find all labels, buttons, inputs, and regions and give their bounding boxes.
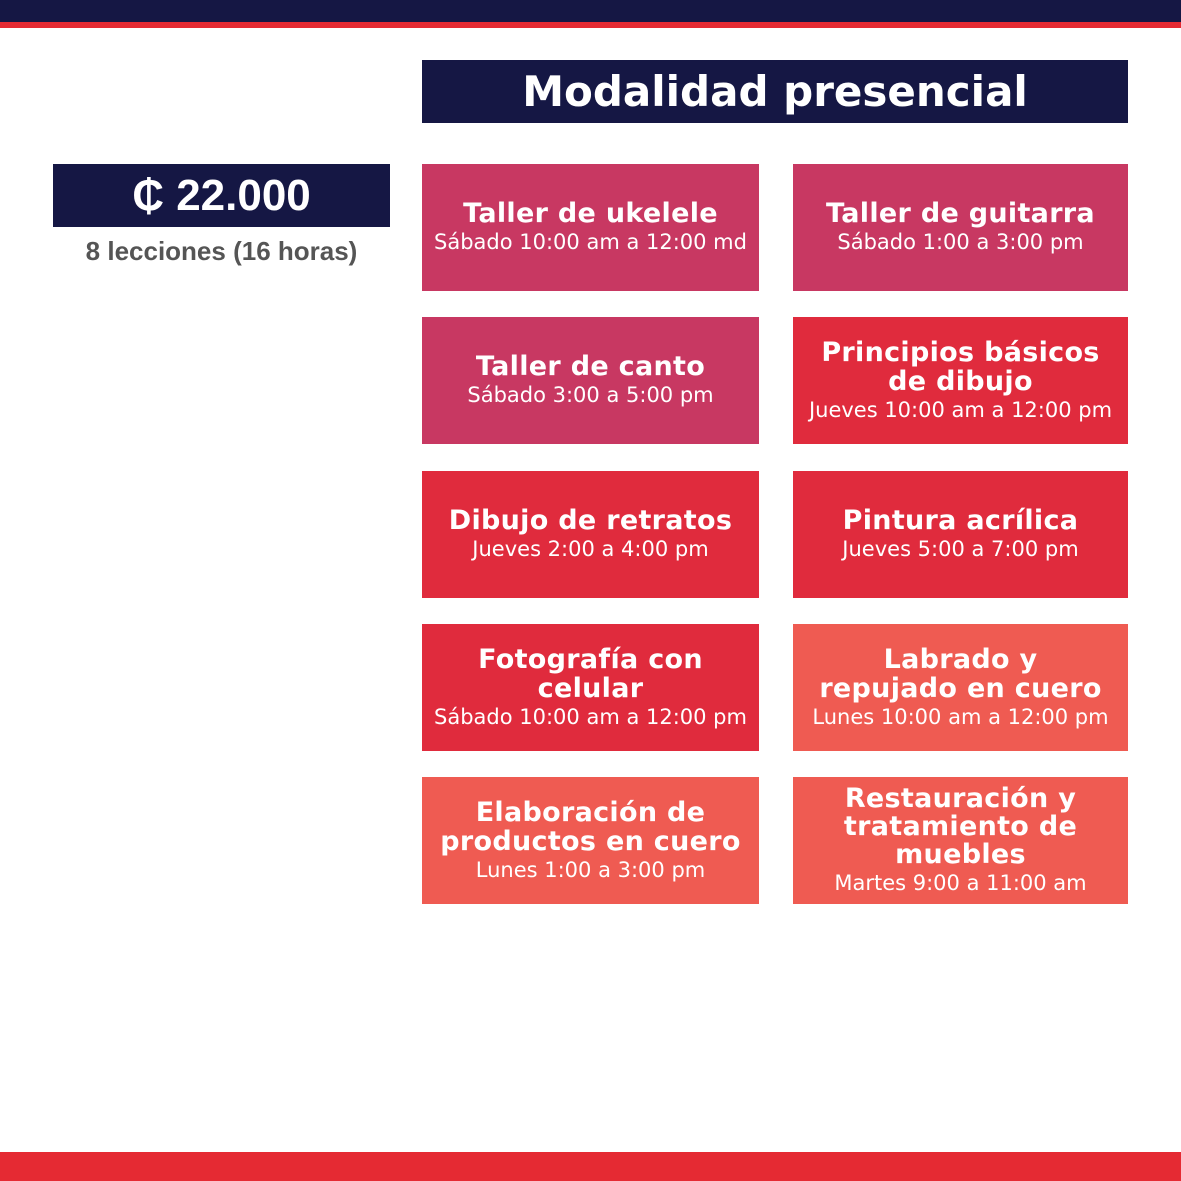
course-card-productos-cuero (422, 777, 759, 904)
course-card-labrado (793, 624, 1128, 751)
course-card-canto (422, 317, 759, 444)
course-title: Dibujo de retratos (448, 505, 733, 536)
page-title: Modalidad presencial (422, 60, 1128, 123)
course-title: Restauración y tratamiento de muebles (843, 782, 1078, 870)
course-title: Taller de ukelele (463, 198, 718, 229)
course-card-dibujo-basico (793, 317, 1128, 444)
course-card-guitarra (793, 164, 1128, 291)
course-title: Taller de canto (475, 351, 706, 382)
course-title: Principios básicos de dibujo (821, 336, 1100, 397)
course-title: Pintura acrílica (842, 505, 1079, 536)
course-card-retratos (422, 471, 759, 598)
course-schedule: Lunes 1:00 a 3:00 pm (475, 857, 706, 882)
course-card-restauracion (793, 777, 1128, 904)
course-title: Labrado y repujado en cuero (819, 643, 1102, 704)
course-card-fotografia (422, 624, 759, 751)
course-card-ukelele (422, 164, 759, 291)
course-schedule: Sábado 1:00 a 3:00 pm (837, 230, 1084, 254)
course-schedule: Jueves 5:00 a 7:00 pm (842, 537, 1079, 561)
course-schedule: Jueves 2:00 a 4:00 pm (472, 537, 709, 561)
top-stripe (0, 22, 1181, 28)
course-card-pintura (793, 471, 1128, 598)
course-title: Elaboración de productos en cuero (440, 796, 741, 857)
course-title: Fotografía con celular (478, 643, 703, 704)
bottom-stripe (0, 1152, 1181, 1181)
price-details: 8 lecciones (16 horas) (85, 236, 358, 266)
course-schedule: Sábado 10:00 am a 12:00 pm (434, 704, 747, 729)
course-schedule: Sábado 3:00 a 5:00 pm (467, 383, 714, 407)
top-bar (0, 0, 1181, 22)
price-badge: ₵ 22.000 (53, 164, 390, 227)
course-schedule: Jueves 10:00 am a 12:00 pm (808, 397, 1113, 422)
course-title: Taller de guitarra (826, 198, 1095, 229)
course-schedule: Martes 9:00 a 11:00 am (834, 870, 1087, 895)
course-schedule: Lunes 10:00 am a 12:00 pm (812, 704, 1109, 729)
course-schedule: Sábado 10:00 am a 12:00 md (434, 230, 747, 254)
